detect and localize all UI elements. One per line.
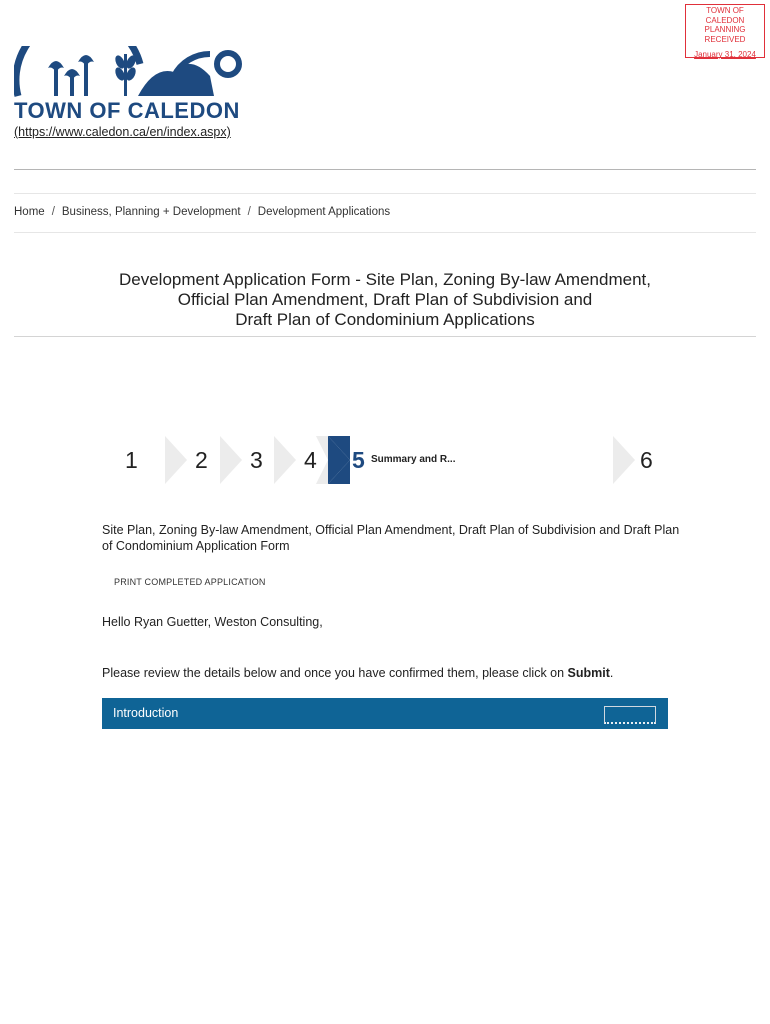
section-toggle-button[interactable] (604, 706, 656, 724)
breadcrumb-bottom-divider (14, 232, 756, 233)
print-completed-application-button[interactable]: PRINT COMPLETED APPLICATION (114, 577, 266, 587)
step-chevron-icon (274, 436, 296, 484)
breadcrumb-separator: / (247, 206, 251, 218)
step-5-active[interactable]: 5 (352, 447, 365, 473)
stamp-line-2: PLANNING (704, 25, 746, 34)
breadcrumb-separator: / (51, 206, 55, 218)
instruction-prefix: Please review the details below and once you have confirmed them, please click on (102, 666, 568, 680)
breadcrumb-development-applications[interactable]: Development Applications (257, 206, 391, 218)
step-chevron-icon (220, 436, 242, 484)
logo-wordmark: TOWN OF CALEDON (14, 98, 240, 123)
home-link[interactable]: (https://www.caledon.ca/en/index.aspx) (14, 125, 231, 139)
page-title-line-3: Draft Plan of Condominium Applications (235, 310, 535, 329)
page-title-line-1: Development Application Form - Site Plan, Zoning By-law Amendment, (119, 270, 651, 289)
instruction-submit-word: Submit (567, 666, 610, 680)
instruction-suffix: . (609, 666, 614, 680)
stamp-line-3: RECEIVED (704, 34, 746, 44)
breadcrumb-home[interactable]: Home (14, 206, 45, 218)
received-stamp (685, 4, 765, 58)
breadcrumb (14, 206, 390, 218)
town-logo-icon (14, 46, 244, 98)
breadcrumb-top-divider (14, 193, 756, 194)
form-title: Site Plan, Zoning By-law Amendment, Official Plan Amendment, Draft Plan of Subdivision and Draft Plan of Condominium Application Form (102, 523, 680, 553)
step-chevron-icon (165, 436, 187, 484)
step-2[interactable]: 2 (195, 447, 208, 473)
header-divider (14, 169, 756, 170)
page-title-line-2: Official Plan Amendment, Draft Plan of Subdivision and (177, 290, 593, 309)
greeting-text: Hello Ryan Guetter, Weston Consulting, (102, 615, 323, 629)
step-3[interactable]: 3 (250, 447, 263, 473)
step-4[interactable]: 4 (304, 447, 317, 473)
stamp-date: January 31, 2024 (694, 50, 756, 59)
page-title (14, 270, 756, 330)
step-5-label: Summary and R... (371, 454, 456, 465)
active-step-chevron-icon (316, 436, 350, 484)
step-6[interactable]: 6 (640, 447, 653, 473)
section-title: Introduction (113, 706, 179, 720)
title-divider (14, 336, 756, 337)
stamp-line-1: TOWN OF CALEDON (705, 6, 745, 25)
step-1[interactable]: 1 (125, 447, 138, 473)
breadcrumb-business-planning[interactable]: Business, Planning + Development (61, 206, 241, 218)
town-logo[interactable] (14, 46, 244, 126)
form-stepper (0, 436, 770, 484)
introduction-section-header[interactable] (102, 698, 668, 729)
instruction-text (102, 666, 613, 680)
step-chevron-icon (613, 436, 635, 484)
